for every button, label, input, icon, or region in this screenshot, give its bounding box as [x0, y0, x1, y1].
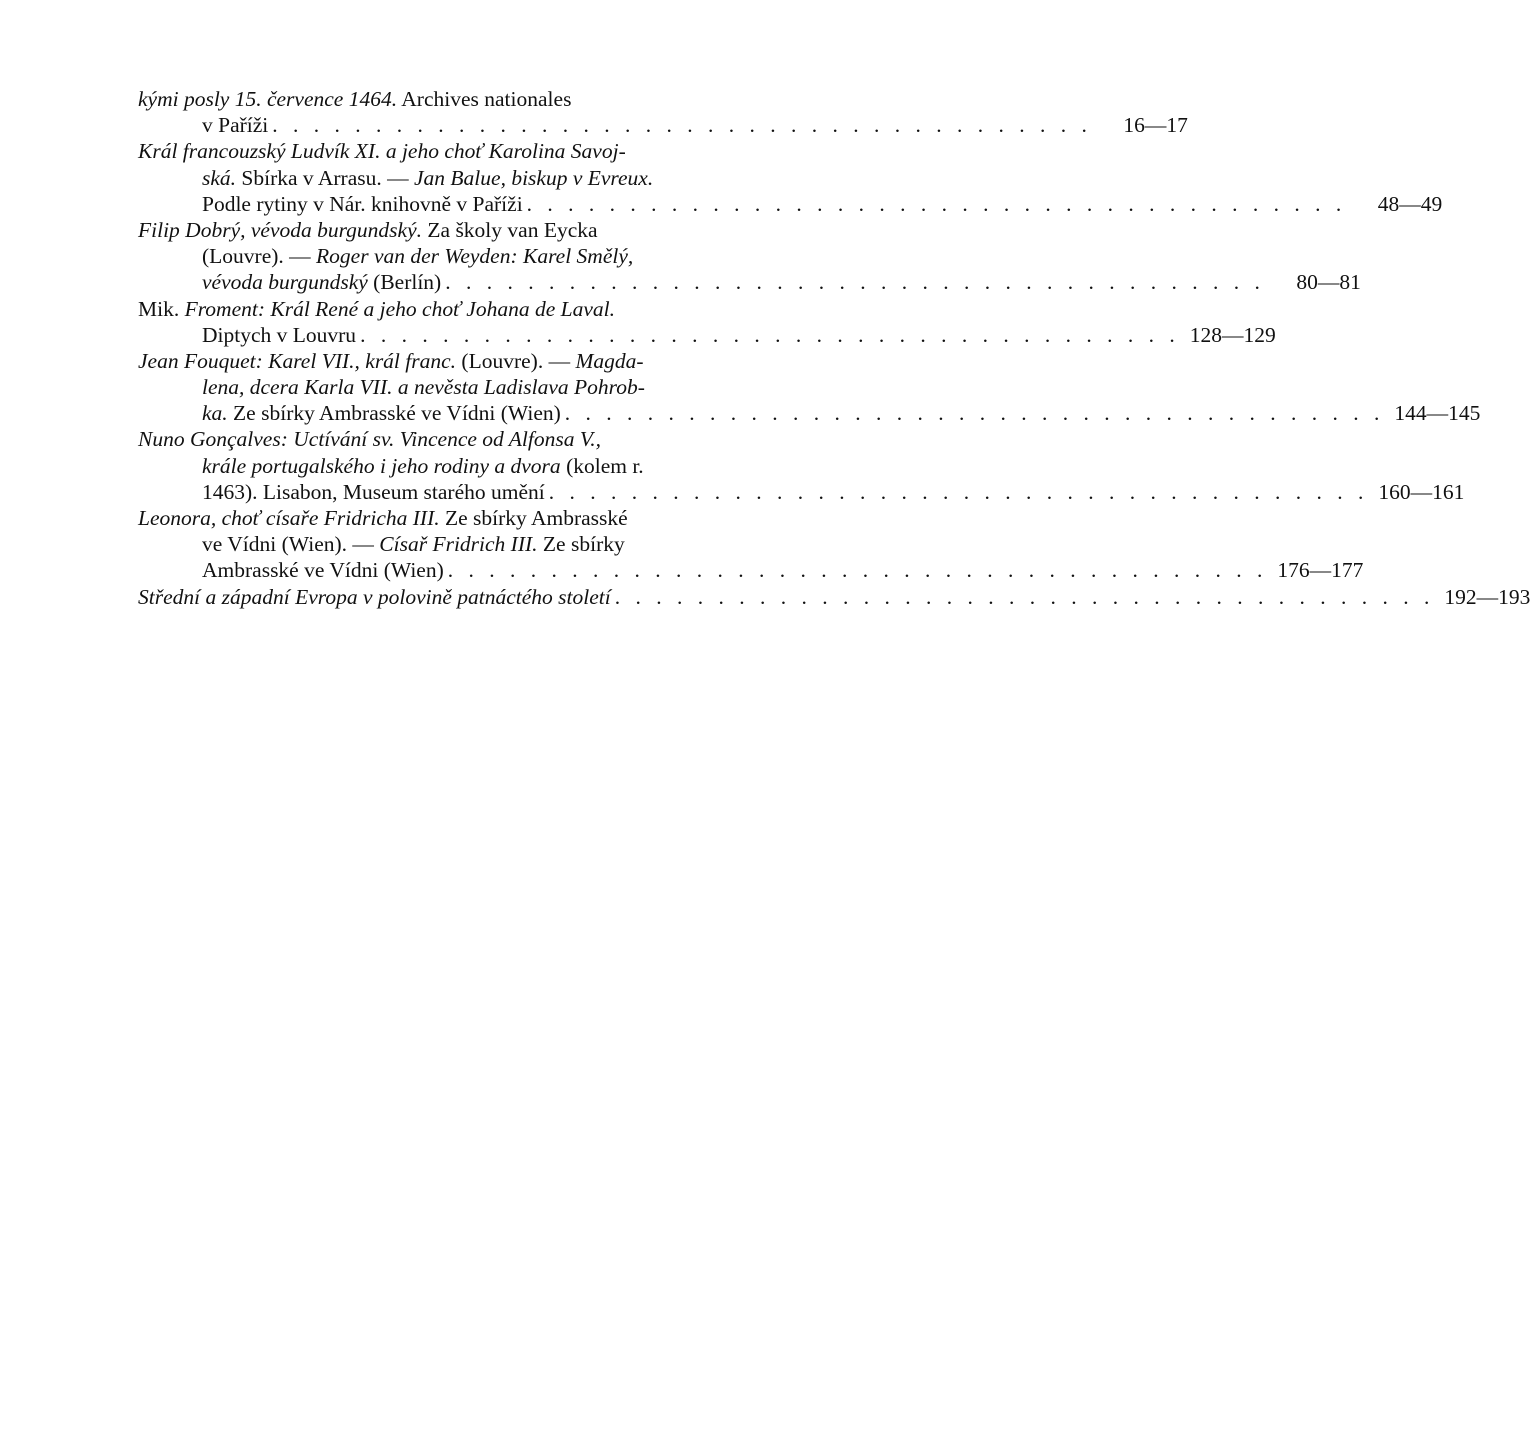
entry-continuation-line	[138, 557, 1364, 583]
entry-text	[138, 139, 626, 163]
italic-text: Roger van der Weyden: Karel Smělý,	[316, 244, 634, 269]
roman-text: 1463). Lisabon, Museum starého umění	[202, 479, 545, 504]
entry-first-line	[138, 584, 1530, 610]
entry-text	[202, 375, 645, 399]
entry-text	[138, 218, 598, 242]
entry-first-line	[138, 138, 838, 164]
roman-text: Archives nationales	[397, 87, 572, 111]
roman-text: Ze sbírky	[537, 532, 625, 557]
entry-first-line	[138, 86, 838, 112]
italic-text: Magda-	[575, 348, 644, 373]
entry-continuation-line	[138, 374, 838, 400]
entry-continuation-line	[138, 112, 1188, 138]
roman-text: Sbírka v Arrasu. —	[236, 165, 414, 190]
entry-continuation-line	[138, 322, 1276, 348]
entry-continuation-line	[138, 531, 838, 557]
italic-text: Froment: Král René a jeho choť Johana de Laval.	[184, 296, 615, 321]
roman-text: ve Vídni (Wien). —	[202, 532, 380, 557]
entry-text	[138, 87, 571, 111]
toc-entry	[138, 138, 1443, 217]
entry-text	[202, 479, 545, 505]
roman-text: Ze sbírky Ambrasské ve Vídni (Wien)	[227, 401, 561, 426]
entry-text	[138, 349, 644, 373]
roman-text: (Louvre). —	[456, 348, 576, 373]
entry-first-line	[138, 296, 838, 322]
roman-text: Podle rytiny v Nár. knihovně v Paříži	[202, 191, 523, 216]
dot-leader: . . . . . . . . . . . . . . . . . . . . . . . . . . . . . . . . . . . . . . . .	[360, 322, 1180, 347]
roman-text: Za školy van Eycka	[422, 217, 598, 242]
italic-text: Nuno Gonçalves: Uctívání sv. Vincence od Alfonsa V.,	[138, 427, 601, 452]
roman-text: (Louvre). —	[202, 244, 317, 269]
entry-continuation-line	[138, 269, 1361, 295]
entry-continuation-line	[138, 479, 1465, 505]
entry-first-line	[138, 217, 838, 243]
entry-text	[202, 532, 625, 556]
toc-entry	[138, 348, 1481, 427]
toc-entry	[138, 426, 1465, 505]
roman-text: Mik.	[138, 296, 185, 321]
toc-entry	[138, 86, 1188, 138]
entry-text	[202, 557, 444, 583]
page-number: 160—161	[1378, 479, 1465, 504]
page-number: 80—81	[1296, 270, 1361, 295]
entry-continuation-line	[138, 400, 1481, 426]
entry-continuation-line	[138, 191, 1443, 217]
roman-text: (kolem r.	[560, 453, 644, 478]
roman-text: Diptych v Louvru	[202, 322, 357, 347]
italic-text: lena, dcera Karla VII. a nevěsta Ladislava Pohrob-	[202, 375, 645, 400]
entry-continuation-line	[138, 243, 838, 269]
entry-text	[202, 191, 523, 217]
roman-text: Ambrasské ve Vídni (Wien)	[202, 558, 444, 583]
entry-text	[138, 506, 628, 530]
roman-text: v Paříži	[202, 113, 269, 138]
dot-leader: . . . . . . . . . . . . . . . . . . . . . . . . . . . . . . . . . . . . . . . .	[564, 401, 1385, 426]
dot-leader: . . . . . . . . . . . . . . . . . . . . . . . . . . . . . . . . . . . . . . . .	[445, 270, 1265, 295]
italic-text: krále portugalského i jeho rodiny a dvora	[202, 453, 561, 478]
entry-continuation-line	[138, 453, 838, 479]
italic-text: Císař Fridrich III.	[379, 532, 538, 557]
entry-text	[202, 454, 644, 478]
entry-text	[138, 427, 601, 451]
toc-entry	[138, 296, 1276, 348]
entry-first-line	[138, 348, 838, 374]
page-number: 176—177	[1277, 558, 1364, 583]
entry-text	[202, 112, 268, 138]
italic-text: Jan Balue, biskup v Evreux.	[414, 165, 654, 190]
entry-text	[138, 297, 615, 321]
roman-text: Ze sbírky Ambrasské	[439, 506, 628, 530]
entry-text	[202, 400, 561, 426]
toc-entry	[138, 217, 1361, 296]
dot-leader: . . . . . . . . . . . . . . . . . . . . . . . . . . . . . . . . . . . . . . . .	[548, 479, 1369, 504]
entry-text	[202, 269, 441, 295]
roman-text: (Berlín)	[367, 270, 442, 295]
dot-leader: . . . . . . . . . . . . . . . . . . . . . . . . . . . . . . . . . . . . . . . .	[614, 584, 1435, 609]
italic-text: Král francouzský Ludvík XI. a jeho choť Karolina Savoj-	[138, 139, 626, 164]
entry-first-line	[138, 505, 838, 531]
list-of-illustrations	[138, 86, 1530, 610]
dot-leader: . . . . . . . . . . . . . . . . . . . . . . . . . . . . . . . . . . . . . . . .	[447, 558, 1268, 583]
page-number: 144—145	[1394, 401, 1481, 426]
toc-entry	[138, 584, 1530, 610]
page-number: 16—17	[1123, 113, 1188, 138]
entry-text	[138, 584, 611, 610]
italic-text: ka.	[202, 401, 228, 426]
toc-entry	[138, 505, 1364, 584]
entry-text	[202, 244, 633, 268]
italic-text: Filip Dobrý, vévoda burgundský.	[138, 217, 423, 242]
italic-text: vévoda burgundský	[202, 270, 368, 295]
entry-continuation-line	[138, 165, 838, 191]
entry-text	[202, 166, 653, 190]
italic-text: Jean Fouquet: Karel VII., král franc.	[138, 348, 457, 373]
italic-text: ská.	[202, 165, 237, 190]
italic-text: Střední a západní Evropa v polovině patnáctého století	[138, 584, 611, 609]
entry-text	[202, 322, 356, 348]
italic-text: kými posly 15. července 1464.	[138, 87, 398, 111]
page-number: 48—49	[1377, 191, 1443, 216]
page-number: 128—129	[1189, 322, 1276, 347]
page-number: 192—193	[1444, 584, 1530, 609]
italic-text: Leonora, choť císaře Fridricha III.	[138, 506, 440, 530]
dot-leader: . . . . . . . . . . . . . . . . . . . . . . . . . . . . . . . . . . . . . . . .	[272, 113, 1092, 138]
entry-first-line	[138, 426, 838, 452]
dot-leader: . . . . . . . . . . . . . . . . . . . . . . . . . . . . . . . . . . . . . . . .	[526, 191, 1347, 216]
